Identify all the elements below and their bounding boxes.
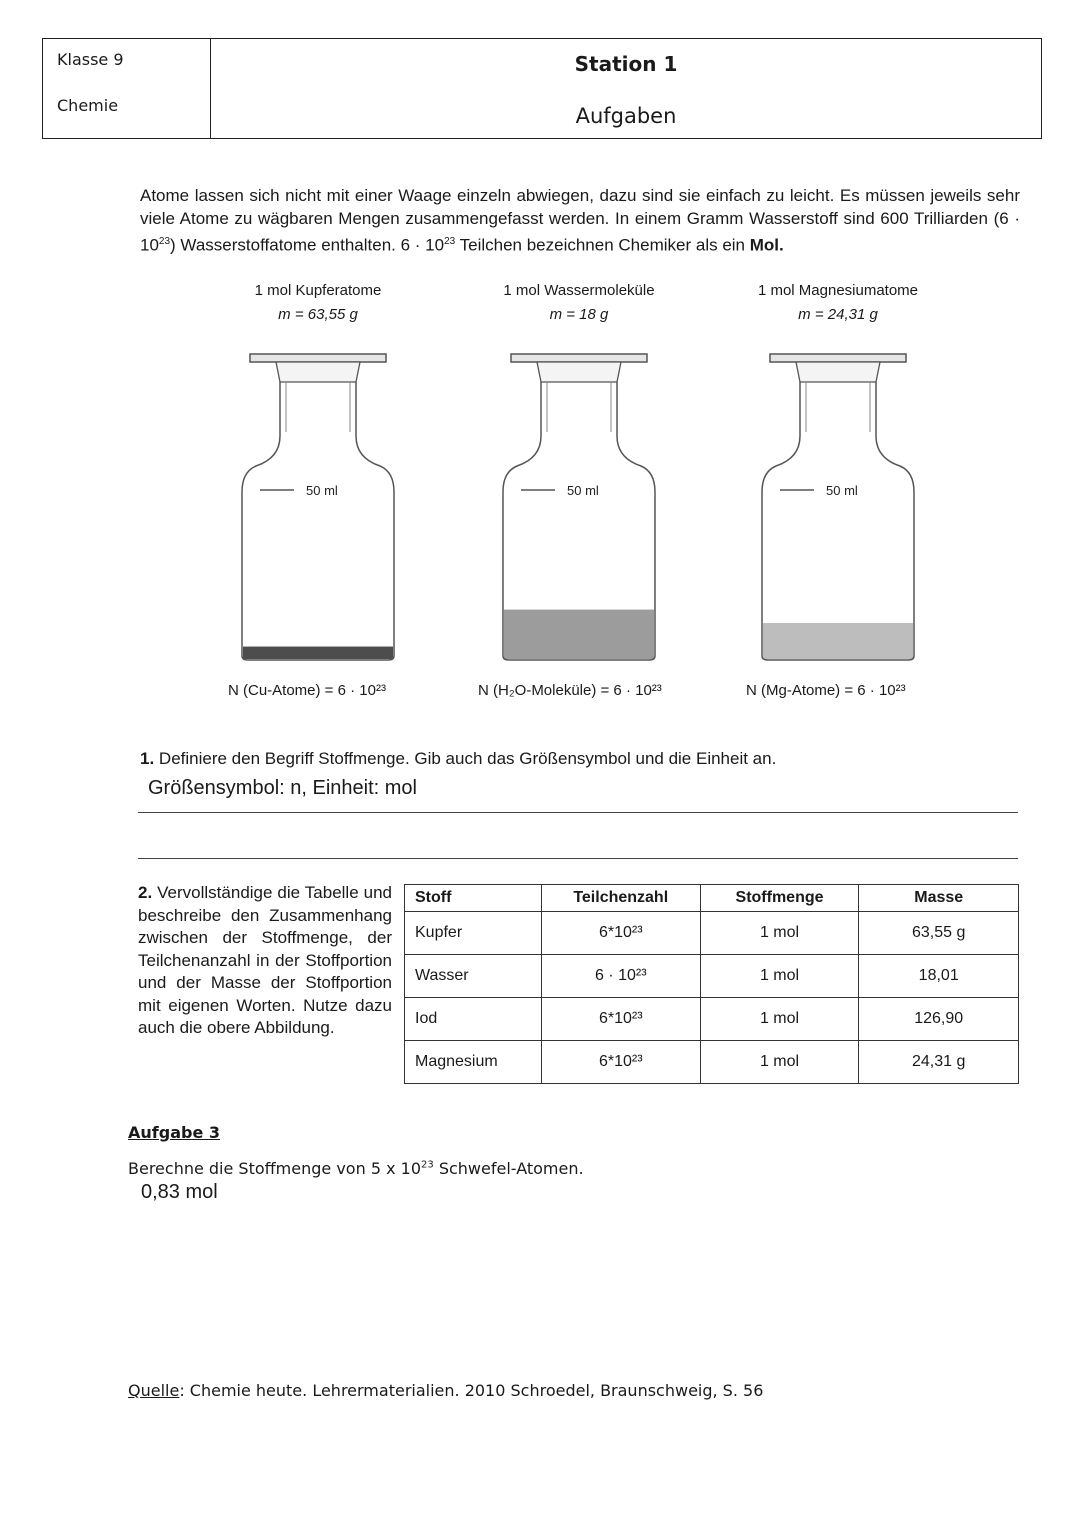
intro-text-3: Teilchen bezeichnen Chemiker als ein: [455, 235, 750, 255]
cell-particle-count[interactable]: 6*10²³: [541, 998, 700, 1041]
question-2-number: 2.: [138, 883, 153, 902]
bottle-magnesium: [718, 282, 958, 498]
header-left-cell: [43, 39, 211, 138]
cell-substance: Wasser: [405, 955, 542, 998]
cell-mass[interactable]: 126,90: [859, 998, 1019, 1041]
bottle-title: 1 mol Wassermoleküle: [503, 282, 655, 299]
source-label: Quelle: [128, 1381, 180, 1400]
cell-particle-count[interactable]: 6*10²³: [541, 1041, 700, 1084]
cell-particle-count: 6 · 10²³: [541, 955, 700, 998]
header-cell-substance: Stoff: [405, 885, 542, 912]
cell-amount[interactable]: 1 mol: [700, 1041, 859, 1084]
table-header-row: [405, 885, 1019, 912]
stopper-plug: [537, 362, 621, 382]
volume-mark-label: 50 ml: [567, 483, 599, 498]
task-3-exponent: 23: [421, 1159, 434, 1171]
table-row: [405, 912, 1019, 955]
stopper-top: [250, 354, 386, 362]
count-label-water: N (H₂O-Moleküle) = 6 · 10²³: [478, 682, 662, 699]
intro-exponent-2: 23: [444, 236, 456, 247]
question-1-text: Definiere den Begriff Stoffmenge. Gib auch das Größensymbol und die Einheit an.: [154, 749, 777, 768]
question-2-text: Vervollständige die Tabelle und beschreibe den Zusammenhang zwischen der Stoffmenge, der Teilchenanzahl in der Stoffportion und der Masse der Stoffportion mit eigenen Worten. Nutze dazu auch die obere Abbildung.: [138, 883, 392, 1037]
subject-label: Chemie: [57, 96, 119, 115]
volume-mark-label: 50 ml: [306, 483, 338, 498]
answer-1[interactable]: Größensymbol: n, Einheit: mol: [148, 777, 417, 799]
bottle-outline: [762, 382, 914, 660]
count-label-magnesium: N (Mg-Atome) = 6 · 10²³: [746, 682, 906, 699]
source-citation: [128, 1381, 763, 1400]
stopper-plug: [276, 362, 360, 382]
cell-mass: 63,55 g: [859, 912, 1019, 955]
question-2: [138, 882, 392, 1040]
header-box: [42, 38, 1042, 139]
bottle-drawing: [198, 348, 438, 678]
header-cell-particle-count: Teilchenzahl: [541, 885, 700, 912]
substance-table: [404, 884, 1019, 1084]
cell-substance: Magnesium: [405, 1041, 542, 1084]
task-3-answer[interactable]: 0,83 mol: [141, 1181, 218, 1203]
table-row: [405, 955, 1019, 998]
bottle-mass: m = 18 g: [549, 306, 609, 323]
cell-amount: 1 mol: [700, 998, 859, 1041]
question-1-number: 1.: [140, 749, 155, 768]
bottle-drawing: [718, 348, 958, 678]
source-text: : Chemie heute. Lehrermaterialien. 2010 Schroedel, Braunschweig, S. 56: [179, 1381, 764, 1400]
count-label-copper: N (Cu-Atome) = 6 · 10²³: [228, 682, 386, 699]
cell-amount[interactable]: 1 mol: [700, 912, 859, 955]
station-title: Station 1: [574, 52, 678, 76]
stopper-top: [511, 354, 647, 362]
stopper-plug: [796, 362, 880, 382]
cell-particle-count[interactable]: 6*10²³: [541, 912, 700, 955]
class-label: Klasse 9: [57, 50, 124, 69]
header-cell-mass: Masse: [859, 885, 1019, 912]
bottle-mass: m = 24,31 g: [798, 306, 878, 323]
task-3-title: Aufgabe 3: [128, 1123, 220, 1142]
station-subtitle: Aufgaben: [575, 104, 677, 128]
liquid-fill: [763, 623, 913, 659]
stopper-top: [770, 354, 906, 362]
cell-substance: Kupfer: [405, 912, 542, 955]
bottle-mass: m = 63,55 g: [278, 306, 358, 323]
task-3-text-1: Berechne die Stoffmenge von 5 x 10: [128, 1159, 421, 1178]
bottle-drawing: [459, 348, 699, 678]
intro-paragraph: [140, 184, 1020, 257]
liquid-fill: [504, 610, 654, 659]
intro-exponent-1: 23: [158, 236, 171, 247]
task-3-question: [128, 1159, 584, 1178]
volume-mark-label: 50 ml: [826, 483, 858, 498]
cell-mass: 24,31 g: [859, 1041, 1019, 1084]
cell-amount[interactable]: 1 mol: [700, 955, 859, 998]
answer-line-2: [138, 858, 1018, 859]
cell-mass[interactable]: 18,01: [859, 955, 1019, 998]
bottle-copper: [198, 282, 438, 498]
intro-text-1: Atome lassen sich nicht mit einer Waage einzeln abwiegen, dazu sind sie einfach zu leicht. Es müssen jeweils sehr viele Atome zu wägbaren Mengen zusammengefasst werden. In einem Gramm Wasserstoff sind 600 Trilliarden (6 · 10: [140, 186, 1020, 255]
intro-text-2: ) Wasserstoffatome enthalten. 6 · 10: [170, 235, 445, 255]
task-3-text-2: Schwefel-Atomen.: [433, 1159, 584, 1178]
bottle-title: 1 mol Kupferatome: [254, 282, 382, 299]
question-1: [140, 749, 776, 769]
liquid-fill: [243, 647, 393, 659]
bottle-title: 1 mol Magnesiumatome: [757, 282, 919, 299]
intro-bold-mol: Mol.: [749, 235, 784, 255]
bottle-outline: [242, 382, 394, 660]
table-row: [405, 998, 1019, 1041]
header-cell-amount: Stoffmenge: [700, 885, 859, 912]
answer-line-1: [138, 812, 1018, 813]
cell-substance: Iod: [405, 998, 542, 1041]
table-row: [405, 1041, 1019, 1084]
bottle-water: [459, 282, 699, 498]
